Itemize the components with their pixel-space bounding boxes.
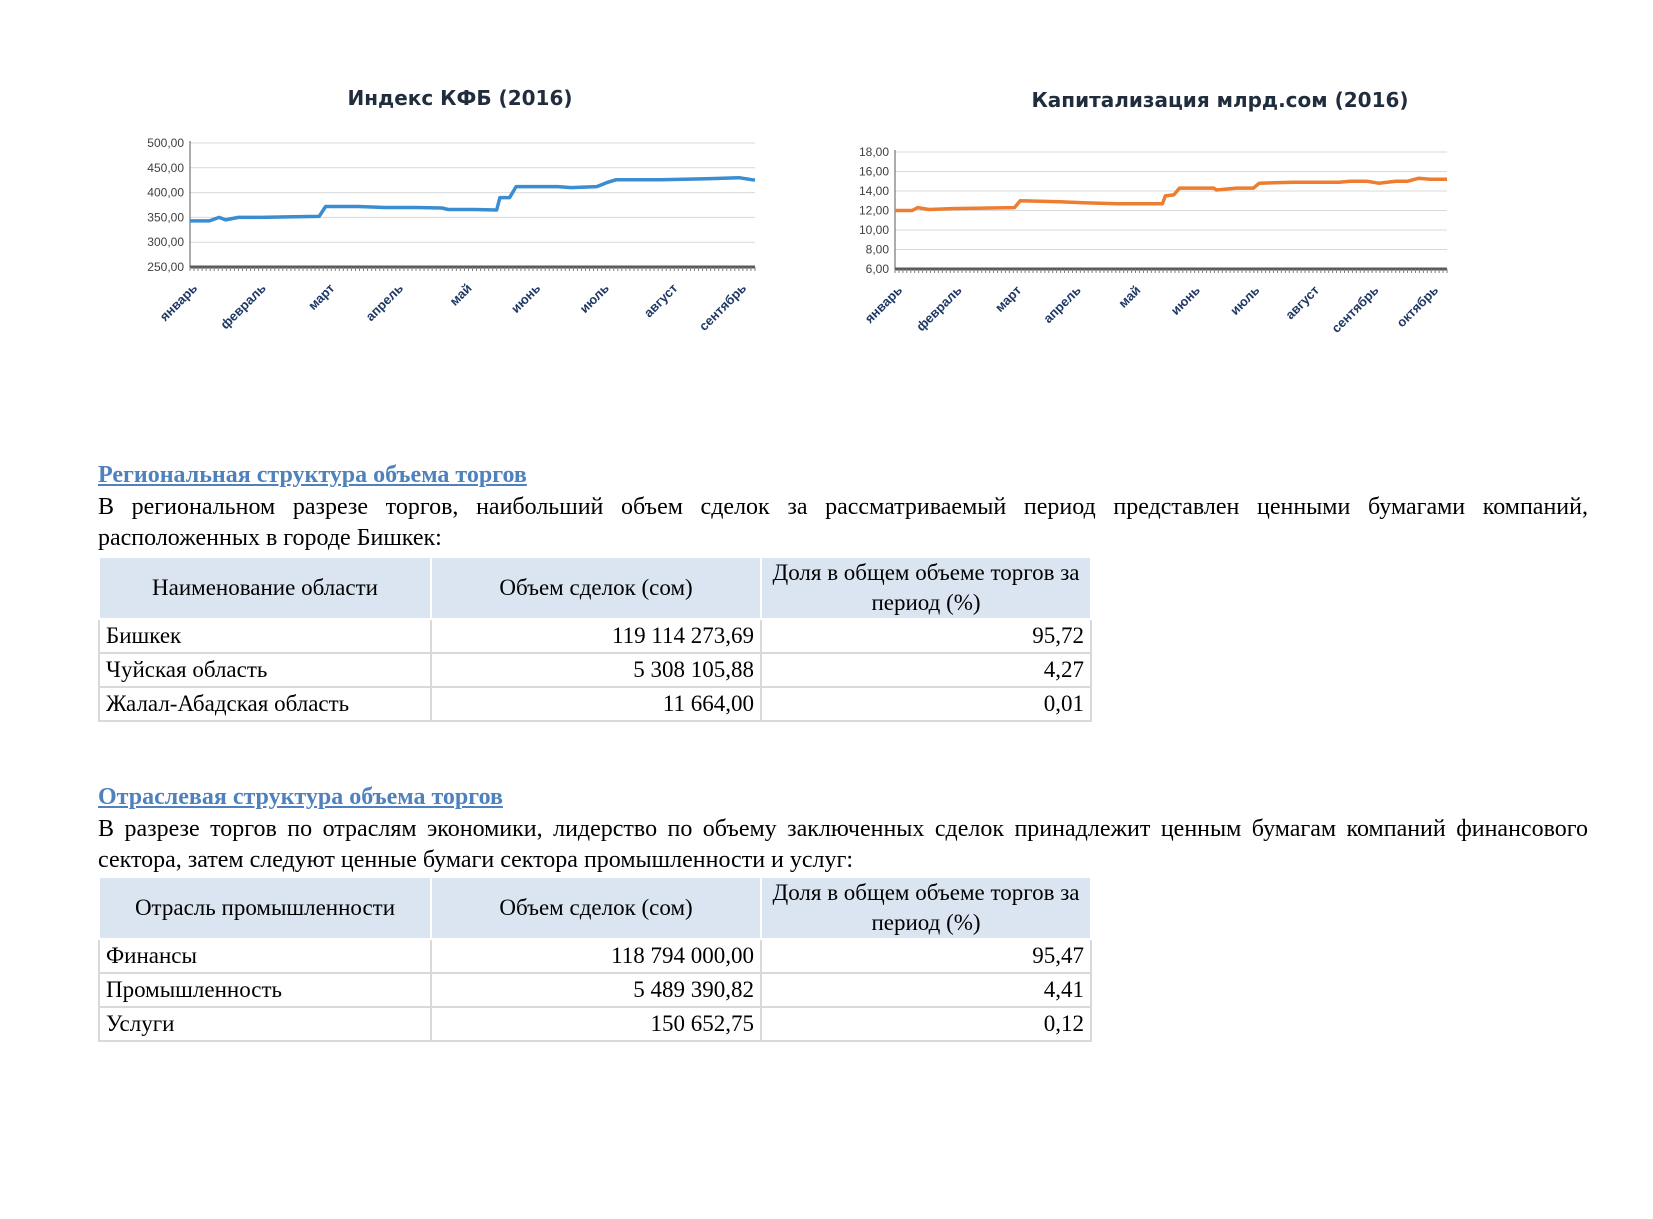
x-tick-label: апрель xyxy=(362,280,406,325)
column-header: Доля в общем объеме торгов за период (%) xyxy=(761,877,1091,939)
chart-title: Индекс КФБ (2016) xyxy=(347,86,573,110)
share-percent: 0,12 xyxy=(761,1007,1091,1041)
x-tick-label: сентябрь xyxy=(1328,282,1382,336)
y-tick-label: 16,00 xyxy=(858,164,889,179)
table-row xyxy=(99,1007,1091,1041)
column-header: Доля в общем объеме торгов за период (%) xyxy=(761,557,1091,619)
x-tick-label: июнь xyxy=(1167,282,1203,318)
region-name: Чуйская область xyxy=(99,653,431,687)
column-header: Объем сделок (сом) xyxy=(431,557,761,619)
kfb-index-chart xyxy=(120,80,800,380)
capitalization-plot xyxy=(858,130,1560,410)
x-tick-label: февраль xyxy=(913,282,965,335)
sector-paragraph: В разрезе торгов по отраслям экономики, лидерство по объему заключенных сделок принадлежит ценным бумагам компаний финансового сектора, затем следуют ценные бумаги сектора промышленности и услуг: xyxy=(98,816,1588,873)
y-tick-label: 400,00 xyxy=(147,185,184,200)
series-line xyxy=(190,178,755,221)
y-tick-label: 12,00 xyxy=(858,203,889,218)
regional-paragraph: В региональном разрезе торгов, наибольший объем сделок за рассматриваемый период представлен ценными бумагами компаний, расположенных в городе Бишкек: xyxy=(98,494,1588,551)
chart-title: Капитализация млрд.сом (2016) xyxy=(1031,88,1409,112)
x-tick-label: январь xyxy=(156,280,201,324)
sector-name: Услуги xyxy=(99,1007,431,1041)
x-tick-label: август xyxy=(1282,282,1323,323)
x-tick-label: август xyxy=(640,280,681,321)
table-row xyxy=(99,939,1091,973)
x-tick-label: октябрь xyxy=(1393,282,1442,331)
share-percent: 0,01 xyxy=(761,687,1091,721)
deal-volume: 118 794 000,00 xyxy=(431,939,761,973)
y-tick-label: 14,00 xyxy=(858,184,889,198)
table-row xyxy=(99,619,1091,653)
deal-volume: 150 652,75 xyxy=(431,1007,761,1041)
share-percent: 95,72 xyxy=(761,619,1091,653)
y-tick-label: 450,00 xyxy=(147,160,184,175)
table-row xyxy=(99,687,1091,721)
column-header: Наименование области xyxy=(99,557,431,619)
deal-volume: 119 114 273,69 xyxy=(431,619,761,653)
deal-volume: 5 308 105,88 xyxy=(431,653,761,687)
sector-table xyxy=(98,876,1092,1042)
table-header-row xyxy=(99,877,1091,939)
share-percent: 95,47 xyxy=(761,939,1091,973)
table-row xyxy=(99,653,1091,687)
x-tick-label: июль xyxy=(1227,282,1263,318)
share-percent: 4,41 xyxy=(761,973,1091,1007)
region-name: Жалал-Абадская область xyxy=(99,687,431,721)
x-tick-label: июнь xyxy=(507,280,544,316)
x-tick-label: февраль xyxy=(217,280,269,333)
column-header: Отрасль промышленности xyxy=(99,877,431,939)
x-tick-label: май xyxy=(1115,282,1144,311)
sector-section-title: Отраслевая структура объема торгов xyxy=(98,784,503,810)
y-tick-label: 6,00 xyxy=(865,262,889,276)
table-row xyxy=(99,973,1091,1007)
deal-volume: 11 664,00 xyxy=(431,687,761,721)
x-tick-label: март xyxy=(991,282,1025,315)
y-tick-label: 10,00 xyxy=(858,223,889,237)
y-tick-label: 300,00 xyxy=(147,235,184,250)
sector-name: Финансы xyxy=(99,939,431,973)
y-tick-label: 500,00 xyxy=(147,136,184,150)
y-tick-label: 8,00 xyxy=(865,242,889,257)
y-tick-label: 250,00 xyxy=(147,260,184,274)
column-header: Объем сделок (сом) xyxy=(431,877,761,939)
x-tick-label: май xyxy=(446,280,475,309)
sector-name: Промышленность xyxy=(99,973,431,1007)
capitalization-chart xyxy=(858,80,1560,400)
y-tick-label: 350,00 xyxy=(147,210,184,225)
region-name: Бишкек xyxy=(99,619,431,653)
table-header-row xyxy=(99,557,1091,619)
share-percent: 4,27 xyxy=(761,653,1091,687)
x-tick-label: январь xyxy=(861,282,906,326)
y-tick-label: 18,00 xyxy=(858,145,889,159)
deal-volume: 5 489 390,82 xyxy=(431,973,761,1007)
regional-table xyxy=(98,556,1092,722)
x-tick-label: июль xyxy=(576,280,612,316)
x-tick-label: сентябрь xyxy=(695,280,750,334)
series-line xyxy=(895,178,1447,210)
regional-section-title: Региональная структура объема торгов xyxy=(98,462,527,488)
x-tick-label: март xyxy=(304,280,338,313)
x-tick-label: апрель xyxy=(1040,282,1084,327)
kfb-index-plot xyxy=(120,120,800,380)
